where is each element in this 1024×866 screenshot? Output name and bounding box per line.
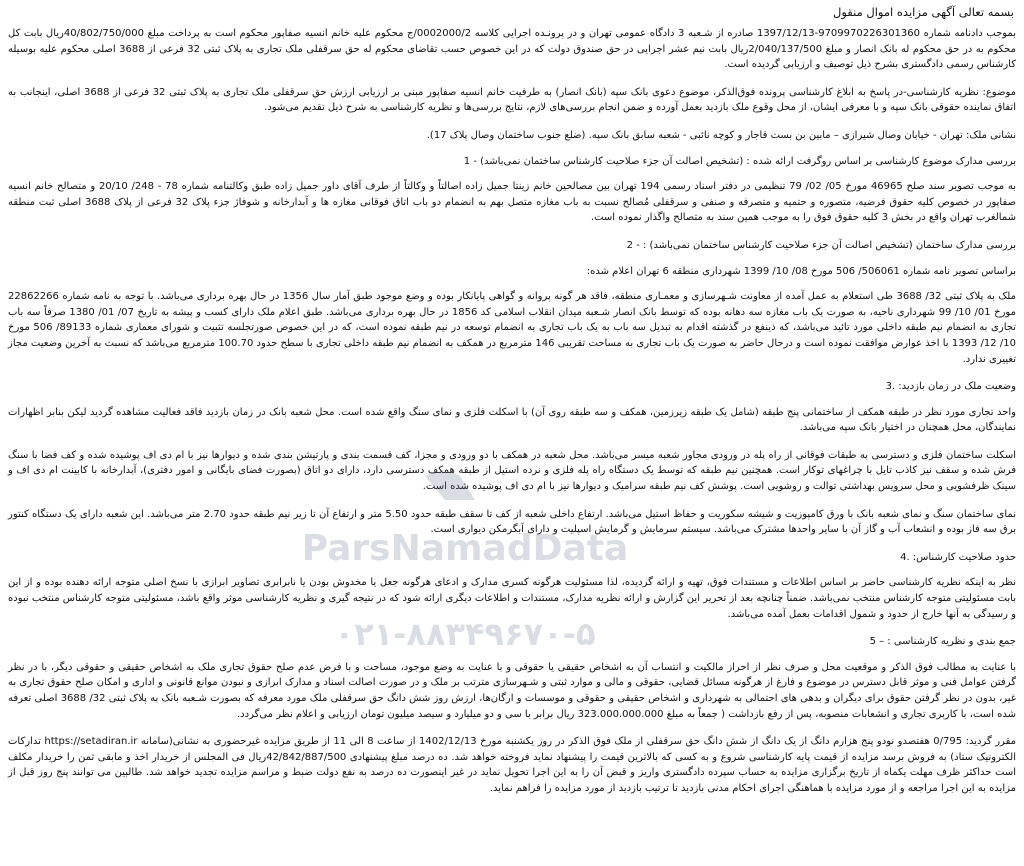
paragraph-visit-status: واحد تجاری مورد نظر در طبقه همکف از ساختمانی پنج طبقه (شامل یک طبقه زیرزمین، همکف و سه طبقه روی آن) با اسکلت فلزی و نمای سنگ واقع شده است. محل شعبه بانک در زمان بازدید فاقد فعالیت مشاهده گردید لیکن بنابر اظهارات نمایندگان، محل همچنان در اختیار بانک سپه می‌باشد. xyxy=(8,406,1016,434)
section-3-heading: وضعیت ملک در زمان بازدید: .3 xyxy=(885,381,1016,393)
paragraph-address: نشانی ملک: تهران - خیابان وصال شیرازی – مابین بن بست قاجار و کوچه نائبی - شعبه سابق بانک سپه. (ضلع جنوب ساختمان وصال پلاک 17). xyxy=(426,129,1016,141)
paragraph-building-structure: اسکلت ساختمان فلزی و دسترسی به طبقات فوقانی از راه پله در ورودی مجاور شعبه میسر می‌باشد. محل شعبه در همکف با دو ورودی و مجزا، کف قسمت بندی و پارتیشن بندی شده و دیوارها نیز با ام دی اف پوشیده شده و کف فضا با سنگ فرش شده و سقف نیز کاذب تایل با چراغهای توکار است. همچنین نیم طبقه که توسط یک دستگاه راه پله فلزی و نرده استیل از طبقه همکف دسترسی دارد، دارای دو اتاق (بصورت فضای بایگانی و امور دفتری)، آبدارخانه با کابینت ام دی اف و سینک ظرفشویی و محل سرویس بهداشتی توالت و روشویی است. پوشش کف نیم طبقه سرامیک و دیوارها نیز با ام دی اف پوشیده شده است. xyxy=(8,449,1016,493)
paragraph-municipality-details: ملک به پلاک ثبتی 32/ 3688 طی استعلام به عمل آمده از معاونت شـهرسازی و معمـاری منطقه، فاقد هر گونه پروانه و گواهی پایانکار بوده و وضع موجود طبق آمار سال 1356 در حال بهره برداری می‌باشد. با توجه به نامه شماره 22862266 مورخ 01/ 10/ 99 شهرداری ناحیه، به صورت یک باب مغازه سه دهانه بوده که توسط بانک انصار شـعبه میدان انقلاب اسلامی کد 1856 در حال بهره برداری می‌باشد. طبق اعلام ملک دارای کسب و پیشه به تاریخ 07/ 01/ 1380 صرفاً سه باب تجاری به انضمام نیم طبقه داخلی مورد تائید می‌باشد، که ذینفع در گذشته اقدام به تبدیل سه باب به یک باب تجاری به انضمام توسعه در نیم طبقه نموده است، که در این خصوص صورتجلسه تثبیت و شورای معماری شماره 89133/ 506 مورخ 10/ 12/ 1393 با اخذ عوارض موافقت نموده است و درحال حاضر به صورت یک باب تجاری به مساحت تقریبی 146 مترمربع در همکف به انضمام نیم طبقه داخلی تجاری با سطح حدود 100.70 مترمربع می‌باشد که نسبت به آخرین وضعیت مجاز تغییری ندارد. xyxy=(8,291,1016,365)
paragraph-expert-scope: نظر به اینکه نظریه کارشناسی حاضر بر اساس اطلاعات و مستندات فوق، تهیه و ارائه گردیده، لذا مسئولیت هرگونه کسری مدارک و ادعای هرگونه جعل یا مخدوش بودن یا نابرابری تصاویر ابرازی با نسخ اصلی متوجه ارائه دهنده بوده و از این بابت مسئولیتی متوجه کارشناس منتخب نمی‌باشد. ضمناً چنانچه بعد از تحریر این گزارش و ارائه نظریه مدارک، مستندات و اطلاعات دیگری ارائه شود که در نتیجه گیری و نظریه کارشناسی موثر واقع باشد، مسئولیتی متوجه کارشناس منتخب نبوده و رسیدگی به آنها خارج از حدود و شمول اقدامات بعمل آمده می‌باشد. xyxy=(8,577,1016,620)
section-4-heading: حدود صلاحیت کارشناس: .4 xyxy=(900,551,1016,563)
paragraph-settlement-deed: به موجب تصویر سند صلح 46965 مورخ 05/ 02/ 79 تنظیمی در دفتر اسناد رسمی 194 تهران بین مصالحین خانم زینتا جمیل زاده اصالتاً و وکالتاً از طرف آقای داور جمیل زاده طبق وکالتنامه شماره 78 - 248/ 20/10 و متصالح خانم انسیه صفاپور در خصوص کلیه حقوق فرضیه، متصوره و حتمیه و متصرفه و صنفی و سرقفلی مُصالح نسبت به باب مغازه متصل بهم به انضمام دو باب اتاق فوقانی مغازه ها و آبدارخانه و شوفاژ جزء پلاک 32 فرعی از پلاک 3688 اصلی ثبت منطقه شمالغرب تهران واقع در بخش 3 کلیه حقوق فوق را به موجب همین سند به متصالح واگذار نموده است. xyxy=(8,181,1016,224)
watermark-site-text: ParsNamadData xyxy=(301,528,629,569)
paragraph-auction-terms: مقرر گردید: 0/795 هفتصدو نودو پنج هزارم دانگ از یک دانگ از شش دانگ حق سرقفلی از ملک فوق الذکر در روز یکشنبه مورخ 1402/12/13 از ساعت 8 الی 11 از طریق مزایده غیرحضوری به نشانی(سامانه https://setadiran.ir تدارکات الکترونیک ستاد) به فروش برسد مزایده از قیمت پایه کارشناسی شروع و به کسی که بالاترین قیمت را پیشنهاد نماید فروخته خواهد شد. ده درصد مبلغ پیشنهادی 42/842/887/500ریال فی المجلس از خریدار اخذ و مابقی ثمن را خریدار مکلف است حداکثر ظرف مهلت یکماه از تاریخ برگزاری مزایده به حساب سپرده دادگستری واریز و قبض آن را به این اجرا تحویل نماید در غیر اینصورت ده درصد به نفع دولت ضبط و مراسم مزایده تجدید خواهد شد. طالبین می توانند پنج روز قبل از مزایده به این اجرا مراجعه و از مورد مزایده با هماهنگی اجرای احکام مدنی بازدید تا ترتیب بازدید از مورد مزایده را فراهم نماید. xyxy=(8,736,1016,794)
paragraph-municipality-letter: براساس تصویر نامه شماره 506061/ 506 مورخ 08/ 10/ 1399 شهرداری منطقه 6 تهران اعلام شده: xyxy=(586,265,1016,277)
notice-title: بسمه تعالی آگهی مزایده اموال منقول xyxy=(832,5,1014,19)
watermark-phone-text: ۰۲۱-۸۸۳۴۹۶۷۰-۵ xyxy=(334,615,596,653)
paragraph-valuation: با عنایت به مطالب فوق الذکر و موقعیت محل و صرف نظر از احراز مالکیت و انتساب آن به اشخاص حقیقی یا حقوقی و با عنایت به وضع موجود، مساحت و با فرض عدم صلح حقوق تجاری ملک به اشخاص حقیقی و حقوقی دیگر، با در نظر گرفتن عوامل فنی و موثر قابل دسترس در موضوع و فارغ از هرگونه مسائل قضایی، حقوقی و مالی و موارد ثبتی و شـهرسازی مترتب بر ملک و در صورت اصالت اسناد و مدارک ابرازی و نبودن موانع قانونی و اداری و امکان صلح حقوق تجاری به غیر، بدون در نظر گرفتن حقوق برای دیگران و بدهی های احتمالی به شهرداری و اشخاص حقیقی و حقوقی و موسسات و ارگان‌ها، ارزش روز شش دانگ حق سرقفلی ملک مورد معرفه که بصورت شـعبه بانک به پلاک ثبتی 32/ 3688 اصلی تعرفه شده است، با کاربری تجاری و انشعابات منصوبه، پس از رفع بازداشت ( جمعاً به مبلغ 323.000.000.000 ریال برابر با سی و دو میلیارد و سیصد میلیون تومان ارزیابی و اعلام نظر می‌گردد. xyxy=(8,661,1016,720)
section-1-heading: بررسی مدارک موضوع کارشناسی بر اساس روگرفت ارائه شده : (تشخیص اصالت آن جزء صلاحیت کارشناس ساختمان نمی‌باشد) - 1 xyxy=(463,155,1016,167)
section-5-heading: جمع بندی و نظریه کارشناسی : – 5 xyxy=(869,636,1016,648)
paragraph-judgment: بموجب دادنامه شماره 9709970226301360-1397/12/13 صادره از شـعبه 3 دادگاه عمومی تهران و در پرونـده اجرایی کلاسه 0002000/2/ج محکوم علیه خانم انسیه صفاپور محکوم است به پرداخت مبلغ 40/802/750/000ریال بابت کل محکوم به در حق محکوم له بانک انصار و مبلغ 2/040/137/500ریال بابت نیم عشر اجرایی در حق صندوق دولت که در این خصوص حسب تقاضای محکوم له حق سرقفلی ملک تجاری به پلاک ثبتی 32 فرعی از 3688 اصلی محکوم علیه بوسیله کارشناس رسمی دادگستری بشرح ذیل توصیف و ارزیابی گردیده است. xyxy=(8,28,1016,71)
paragraph-subject: موضوع: نظریه کارشناسی-در پاسخ به ابلاغ کارشناسی پرونده فوق‌الذکر، موضوع دعوی بانک سپه (بانک انصار) به طرفیت خانم انسیه صفاپور مبنی بر ارزیابی ارزش حق سرقفلی ملک تجاری به پلاک ثبتی 32 فرعی از 3688 اصلی، اینجانب به اتفاق نماینده حقوقی بانک سپه و با معرفی ایشان، از محل وقوع ملک بازدید بعمل آورده و ضمن انجام بررسی‌های لازم، نتایج بررسی‌ها و نظریه کارشناسی به شرح ذیل تقدیم می‌شود. xyxy=(8,86,1016,114)
paragraph-facade: نمای ساختمان سنگ و نمای شعبه بانک با ورق کامپوزیت و شیشه سکوریت و حفاظ استیل می‌باشد. ارتفاع داخلی شعبه از کف تا سقف طبقه حدود 5.50 متر و ارتفاع آن تا زیر نیم طبقه حدود 2.70 متر می‌باشد. این شعبه دارای یک دستگاه کنتور برق سه فاز بوده و انشعاب آب و گاز آن با سایر واحدها مشترک می‌باشد. سیستم سرمایش و گرمایش اسپلیت و دارای آبگرمکن دیواری است. xyxy=(8,508,1016,536)
section-2-heading: بررسی مدارک ساختمان (تشخیص اصالت آن جزء صلاحیت کارشناس ساختمان نمی‌باشد) : - 2 xyxy=(626,239,1016,251)
